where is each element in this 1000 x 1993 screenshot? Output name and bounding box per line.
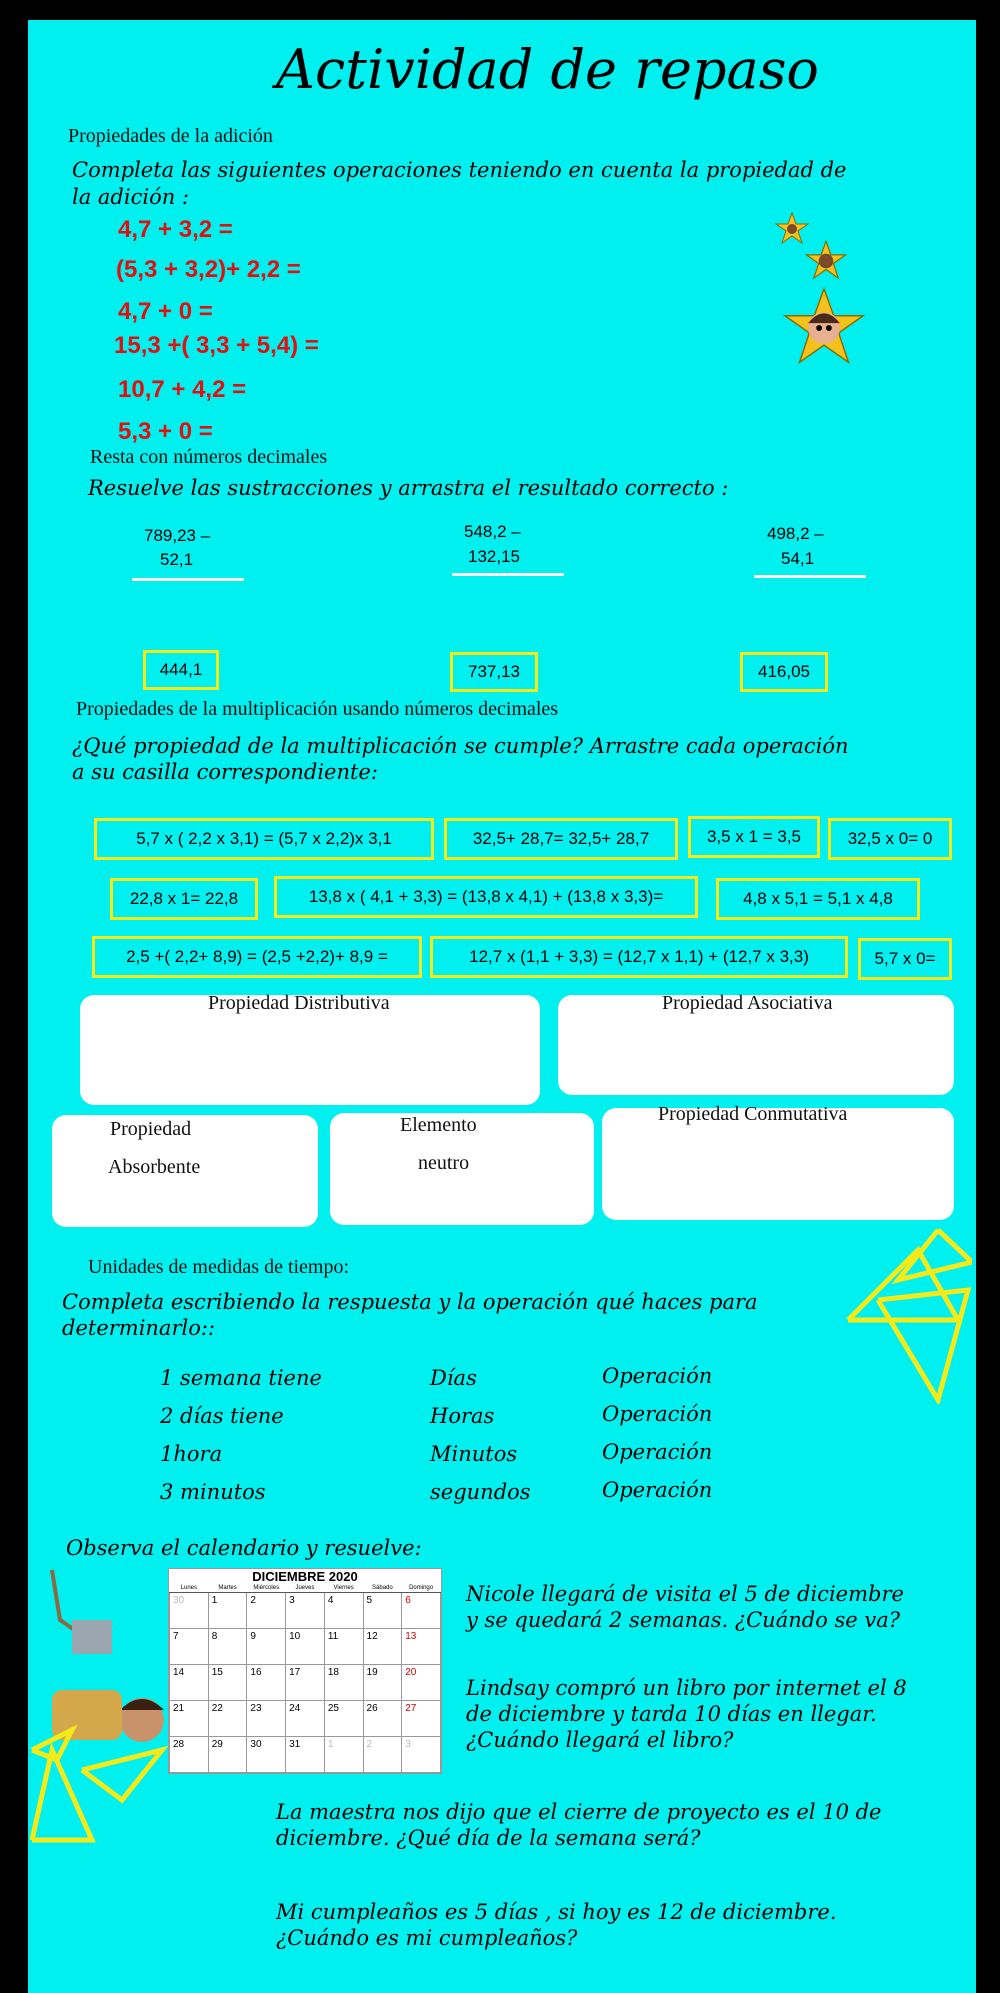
triangle-doodle-icon — [838, 1220, 972, 1404]
addition-heading: Propiedades de la adición — [68, 125, 273, 147]
time-instruction-line2: determinarlo:: — [62, 1316, 215, 1340]
calendar-day: 28 — [170, 1737, 209, 1773]
operation-tile[interactable]: 12,7 x (1,1 + 3,3) = (12,7 x 1,1) + (12,7 x 3,3) — [430, 936, 848, 978]
calendar-question2-line2: de diciembre y tarda 10 días en llegar. — [466, 1702, 877, 1726]
weekday-label: Sábado — [363, 1584, 402, 1593]
calendar-day: 12 — [363, 1629, 402, 1665]
operation-tile[interactable]: 5,7 x ( 2,2 x 3,1) = (5,7 x 2,2)x 3,1 — [94, 818, 434, 860]
time-question: 1hora — [160, 1442, 223, 1466]
calendar — [168, 1568, 442, 1774]
calendar-day: 13 — [402, 1629, 441, 1665]
neutral-element-label-line1: Elemento — [400, 1114, 477, 1136]
weekday-label: Martes — [208, 1584, 247, 1593]
calendar-day: 18 — [324, 1665, 363, 1701]
calendar-question2-line3: ¿Cuándo llegará el libro? — [466, 1728, 734, 1752]
worksheet-page — [28, 20, 976, 1993]
calendar-question1-line1: Nicole llegará de visita el 5 de diciembre — [466, 1582, 904, 1606]
operation-tile[interactable]: 3,5 x 1 = 3,5 — [688, 816, 820, 858]
calendar-day: 29 — [208, 1737, 247, 1773]
absorbent-label-line1: Propiedad — [110, 1118, 192, 1140]
calendar-question1-line2: y se quedará 2 semanas. ¿Cuándo se va? — [466, 1608, 901, 1632]
subtraction-instruction: Resuelve las sustracciones y arrastra el resultado correcto : — [88, 476, 729, 500]
subtraction-bottom: 132,15 — [468, 547, 520, 566]
subtraction-bottom: 52,1 — [160, 550, 194, 569]
calendar-day: 3 — [286, 1593, 325, 1629]
subtraction-top: 498,2 – — [767, 524, 824, 543]
addition-op: 4,7 + 3,2 = — [118, 216, 233, 243]
operation-tile[interactable]: 22,8 x 1= 22,8 — [110, 878, 258, 920]
calendar-day: 6 — [402, 1593, 441, 1629]
calendar-month: DICIEMBRE 2020 — [252, 1569, 358, 1584]
star-icon — [804, 240, 848, 282]
calendar-day: 14 — [170, 1665, 209, 1701]
calendar-day: 10 — [286, 1629, 325, 1665]
time-question: 2 días tiene — [160, 1404, 284, 1428]
subtraction-underline — [132, 578, 244, 581]
operation-tile[interactable]: 32,5+ 28,7= 32,5+ 28,7 — [444, 818, 678, 860]
multiplication-instruction-line1: ¿Qué propiedad de la multiplicación se cumple? Arrastre cada operación — [72, 734, 849, 758]
subtraction-bottom: 54,1 — [781, 549, 815, 568]
addition-instruction-line2: la adición : — [72, 185, 189, 209]
time-unit: segundos — [430, 1480, 531, 1504]
time-operation: Operación — [602, 1402, 713, 1426]
time-instruction-line1: Completa escribiendo la respuesta y la operación qué haces para — [62, 1290, 758, 1314]
multiplication-heading: Propiedades de la multiplicación usando números decimales — [76, 698, 559, 720]
addition-op: 10,7 + 4,2 = — [118, 376, 247, 403]
subtraction-heading: Resta con números decimales — [90, 446, 328, 468]
calendar-day: 1 — [208, 1593, 247, 1629]
page-title: Actividad de repaso — [276, 38, 819, 101]
calendar-question3-line2: diciembre. ¿Qué día de la semana será? — [276, 1826, 701, 1850]
time-operation: Operación — [602, 1478, 713, 1502]
calendar-day: 15 — [208, 1665, 247, 1701]
addition-instruction-line1: Completa las siguientes operaciones teniendo en cuenta la propiedad de — [72, 158, 847, 182]
addition-op: 15,3 +( 3,3 + 5,4) = — [114, 332, 319, 359]
weekday-label: Lunes — [170, 1584, 209, 1593]
operation-tile[interactable]: 13,8 x ( 4,1 + 3,3) = (13,8 x 4,1) + (13,8 x 3,3)= — [274, 876, 698, 918]
calendar-heading: Observa el calendario y resuelve: — [66, 1536, 422, 1560]
weekday-label: Miércoles — [247, 1584, 286, 1593]
calendar-day: 31 — [286, 1737, 325, 1773]
absorbent-label-line2: Absorbente — [108, 1156, 201, 1178]
addition-op: 5,3 + 0 = — [118, 418, 213, 445]
calendar-day: 9 — [247, 1629, 286, 1665]
operation-tile[interactable]: 32,5 x 0= 0 — [828, 818, 952, 860]
addition-op: 4,7 + 0 = — [118, 298, 213, 325]
calendar-question4-line2: ¿Cuándo es mi cumpleaños? — [276, 1926, 578, 1950]
calendar-question3-line1: La maestra nos dijo que el cierre de proyecto es el 10 de — [276, 1800, 882, 1824]
calendar-question4-line1: Mi cumpleaños es 5 días , si hoy es 12 de diciembre. — [276, 1900, 837, 1924]
calendar-day: 2 — [363, 1737, 402, 1773]
calendar-question2-line1: Lindsay compró un libro por internet el 8 — [466, 1676, 907, 1700]
answer-tile[interactable]: 444,1 — [143, 650, 219, 690]
time-unit: Días — [430, 1366, 477, 1390]
calendar-day: 5 — [363, 1593, 402, 1629]
calendar-day: 3 — [402, 1737, 441, 1773]
subtraction-underline — [754, 575, 866, 578]
answer-tile[interactable]: 737,13 — [450, 652, 538, 692]
distributive-label: Propiedad Distributiva — [208, 992, 390, 1014]
calendar-day: 27 — [402, 1701, 441, 1737]
calendar-day: 1 — [324, 1737, 363, 1773]
time-operation: Operación — [602, 1364, 713, 1388]
weekday-label: Domingo — [402, 1584, 441, 1593]
calendar-day: 17 — [286, 1665, 325, 1701]
bitmoji-character-icon — [12, 1560, 172, 1860]
calendar-day: 20 — [402, 1665, 441, 1701]
calendar-day: 19 — [363, 1665, 402, 1701]
calendar-day: 22 — [208, 1701, 247, 1737]
addition-op: (5,3 + 3,2)+ 2,2 = — [116, 256, 301, 283]
calendar-day: 16 — [247, 1665, 286, 1701]
calendar-day: 30 — [247, 1737, 286, 1773]
operation-tile[interactable]: 2,5 +( 2,2+ 8,9) = (2,5 +2,2)+ 8,9 = — [92, 936, 422, 978]
star-icon — [780, 286, 868, 370]
calendar-day: 26 — [363, 1701, 402, 1737]
calendar-day: 11 — [324, 1629, 363, 1665]
answer-tile[interactable]: 416,05 — [740, 652, 828, 692]
subtraction-top: 548,2 – — [464, 522, 521, 541]
calendar-day: 23 — [247, 1701, 286, 1737]
calendar-day: 8 — [208, 1629, 247, 1665]
calendar-day: 24 — [286, 1701, 325, 1737]
time-question: 3 minutos — [160, 1480, 266, 1504]
weekday-label: Viernes — [324, 1584, 363, 1593]
calendar-day: 30 — [170, 1593, 209, 1629]
calendar-day: 21 — [170, 1701, 209, 1737]
calendar-day: 7 — [170, 1629, 209, 1665]
time-unit: Minutos — [430, 1442, 518, 1466]
commutative-label: Propiedad Conmutativa — [658, 1103, 848, 1125]
weekday-label: Jueves — [286, 1584, 325, 1593]
neutral-element-label-line2: neutro — [418, 1152, 470, 1174]
time-operation: Operación — [602, 1440, 713, 1464]
time-unit: Horas — [430, 1404, 495, 1428]
operation-tile[interactable]: 4,8 x 5,1 = 5,1 x 4,8 — [716, 878, 920, 920]
operation-tile[interactable]: 5,7 x 0= — [858, 938, 952, 980]
time-heading: Unidades de medidas de tiempo: — [88, 1256, 350, 1278]
calendar-day: 4 — [324, 1593, 363, 1629]
subtraction-top: 789,23 – — [144, 526, 211, 545]
time-question: 1 semana tiene — [160, 1366, 322, 1390]
calendar-day: 25 — [324, 1701, 363, 1737]
calendar-day: 2 — [247, 1593, 286, 1629]
subtraction-underline — [452, 573, 564, 576]
associative-label: Propiedad Asociativa — [662, 992, 833, 1014]
multiplication-instruction-line2: a su casilla correspondiente: — [72, 760, 378, 784]
